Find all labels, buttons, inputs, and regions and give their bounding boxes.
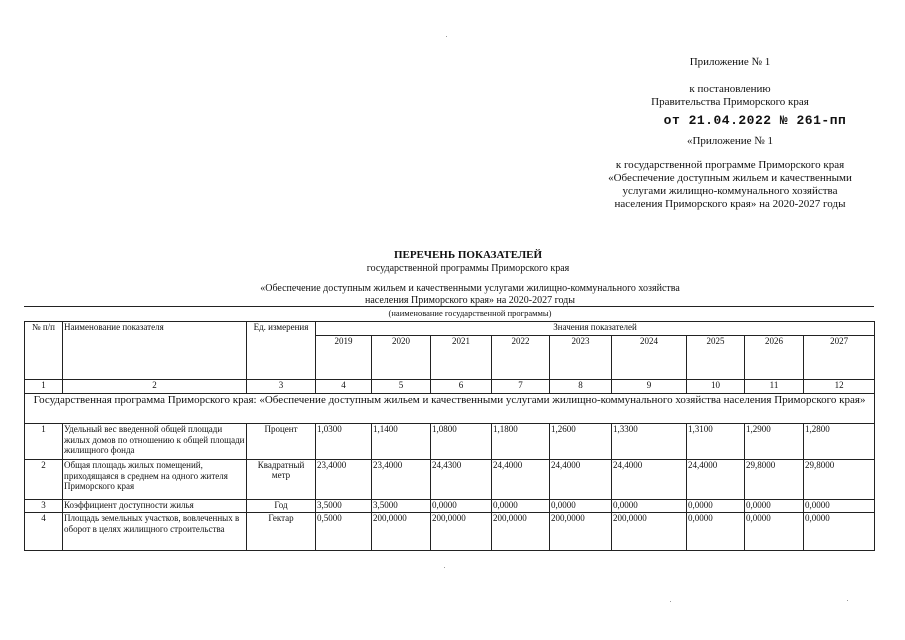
page-title: ПЕРЕЧЕНЬ ПОКАЗАТЕЛЕЙ (393, 249, 543, 261)
row-name: Коэффициент доступности жилья (63, 500, 247, 513)
index-row (25, 380, 875, 394)
row-name: Удельный вес введенной общей площади жилых домов по отношению к общей площади жилищного фонда (63, 424, 247, 460)
appendix2-label: «Приложение № 1 (686, 135, 774, 147)
index-cell: 2 (63, 380, 247, 394)
program-line-3: населения Приморского края» на 2020-2027 годы (614, 198, 846, 210)
year-header: 2026 (745, 336, 804, 380)
scan-speck (847, 600, 848, 601)
value-cell: 0,0000 (804, 500, 875, 513)
value-cell: 0,0000 (745, 500, 804, 513)
value-cell: 0,0000 (550, 500, 612, 513)
value-cell: 0,0000 (431, 500, 492, 513)
year-header: 2021 (431, 336, 492, 380)
value-cell: 200,0000 (550, 513, 612, 551)
index-cell: 3 (247, 380, 316, 394)
program-title-line-2: населения Приморского края» на 2020-2027 годы (365, 295, 575, 306)
program-row (25, 394, 875, 424)
value-cell: 1,0300 (316, 424, 372, 460)
indicators-table (24, 321, 875, 551)
value-cell: 23,4000 (372, 460, 431, 500)
index-cell: 7 (492, 380, 550, 394)
value-cell: 0,5000 (316, 513, 372, 551)
year-header: 2027 (804, 336, 875, 380)
table-row (25, 500, 875, 513)
value-cell: 0,0000 (804, 513, 875, 551)
row-no: 3 (25, 500, 63, 513)
value-cell: 24,4300 (431, 460, 492, 500)
row-name: Площадь земельных участков, вовлеченных в оборот в целях жилищного строительства (63, 513, 247, 551)
index-cell: 6 (431, 380, 492, 394)
table-row (25, 424, 875, 460)
program-row-title: Государственная программа Приморского края: «Обеспечение доступным жильем и качественными услугами жилищно-коммунального хозяйства населения Приморского края» (25, 394, 875, 424)
page-subtitle: государственной программы Приморского края (366, 263, 570, 274)
table-row (25, 460, 875, 500)
value-cell: 0,0000 (612, 500, 687, 513)
index-cell: 11 (745, 380, 804, 394)
value-cell: 1,1400 (372, 424, 431, 460)
value-cell: 1,0800 (431, 424, 492, 460)
value-cell: 0,0000 (687, 500, 745, 513)
col-header-no: № п/п (25, 322, 63, 380)
value-cell: 200,0000 (372, 513, 431, 551)
value-cell: 24,4000 (687, 460, 745, 500)
value-cell: 23,4000 (316, 460, 372, 500)
value-cell: 29,8000 (745, 460, 804, 500)
value-cell: 3,5000 (316, 500, 372, 513)
row-unit: Гектар (247, 513, 316, 551)
value-cell: 1,1800 (492, 424, 550, 460)
value-cell: 1,2600 (550, 424, 612, 460)
row-name: Общая площадь жилых помещений, приходящаяся в среднем на одного жителя Приморского края (63, 460, 247, 500)
scan-speck (670, 601, 671, 602)
value-cell: 1,2900 (745, 424, 804, 460)
col-header-name: Наименование показателя (63, 322, 247, 380)
year-header: 2020 (372, 336, 431, 380)
index-cell: 1 (25, 380, 63, 394)
row-no: 4 (25, 513, 63, 551)
index-cell: 9 (612, 380, 687, 394)
program-title-line-1: «Обеспечение доступным жильем и качественными услугами жилищно-коммунального хозяйства (260, 283, 680, 294)
value-cell: 200,0000 (612, 513, 687, 551)
row-unit: Год (247, 500, 316, 513)
year-header: 2022 (492, 336, 550, 380)
index-cell: 8 (550, 380, 612, 394)
table-header-row-1 (25, 322, 875, 336)
year-header: 2025 (687, 336, 745, 380)
to-program-label: к государственной программе Приморского края (615, 159, 845, 171)
value-cell: 24,4000 (612, 460, 687, 500)
value-cell: 24,4000 (492, 460, 550, 500)
value-cell: 1,2800 (804, 424, 875, 460)
decree-date: от 21.04.2022 № 261-пп (663, 113, 847, 128)
year-header: 2024 (612, 336, 687, 380)
value-cell: 29,8000 (804, 460, 875, 500)
value-cell: 1,3100 (687, 424, 745, 460)
government-label: Правительства Приморского края (651, 96, 809, 108)
value-cell: 200,0000 (492, 513, 550, 551)
row-no: 1 (25, 424, 63, 460)
row-unit: Процент (247, 424, 316, 460)
appendix-label: Приложение № 1 (689, 56, 771, 68)
value-cell: 24,4000 (550, 460, 612, 500)
index-cell: 12 (804, 380, 875, 394)
value-cell: 1,3300 (612, 424, 687, 460)
program-caption: (наименование государственной программы) (388, 308, 552, 318)
row-unit: Квадратный метр (247, 460, 316, 500)
index-cell: 10 (687, 380, 745, 394)
value-cell: 0,0000 (687, 513, 745, 551)
year-header: 2023 (550, 336, 612, 380)
index-cell: 5 (372, 380, 431, 394)
to-decree-label: к постановлению (689, 83, 771, 95)
title-underline (24, 306, 874, 307)
value-cell: 200,0000 (431, 513, 492, 551)
col-header-values: Значения показателей (316, 322, 875, 336)
row-no: 2 (25, 460, 63, 500)
value-cell: 3,5000 (372, 500, 431, 513)
scan-speck (444, 567, 445, 568)
scan-speck (446, 36, 447, 37)
program-line-2: услугами жилищно-коммунального хозяйства (622, 185, 838, 197)
year-header: 2019 (316, 336, 372, 380)
col-header-unit: Ед. измерения (247, 322, 316, 380)
value-cell: 0,0000 (492, 500, 550, 513)
table-row (25, 513, 875, 551)
program-line-1: «Обеспечение доступным жильем и качественными (608, 172, 852, 184)
value-cell: 0,0000 (745, 513, 804, 551)
index-cell: 4 (316, 380, 372, 394)
